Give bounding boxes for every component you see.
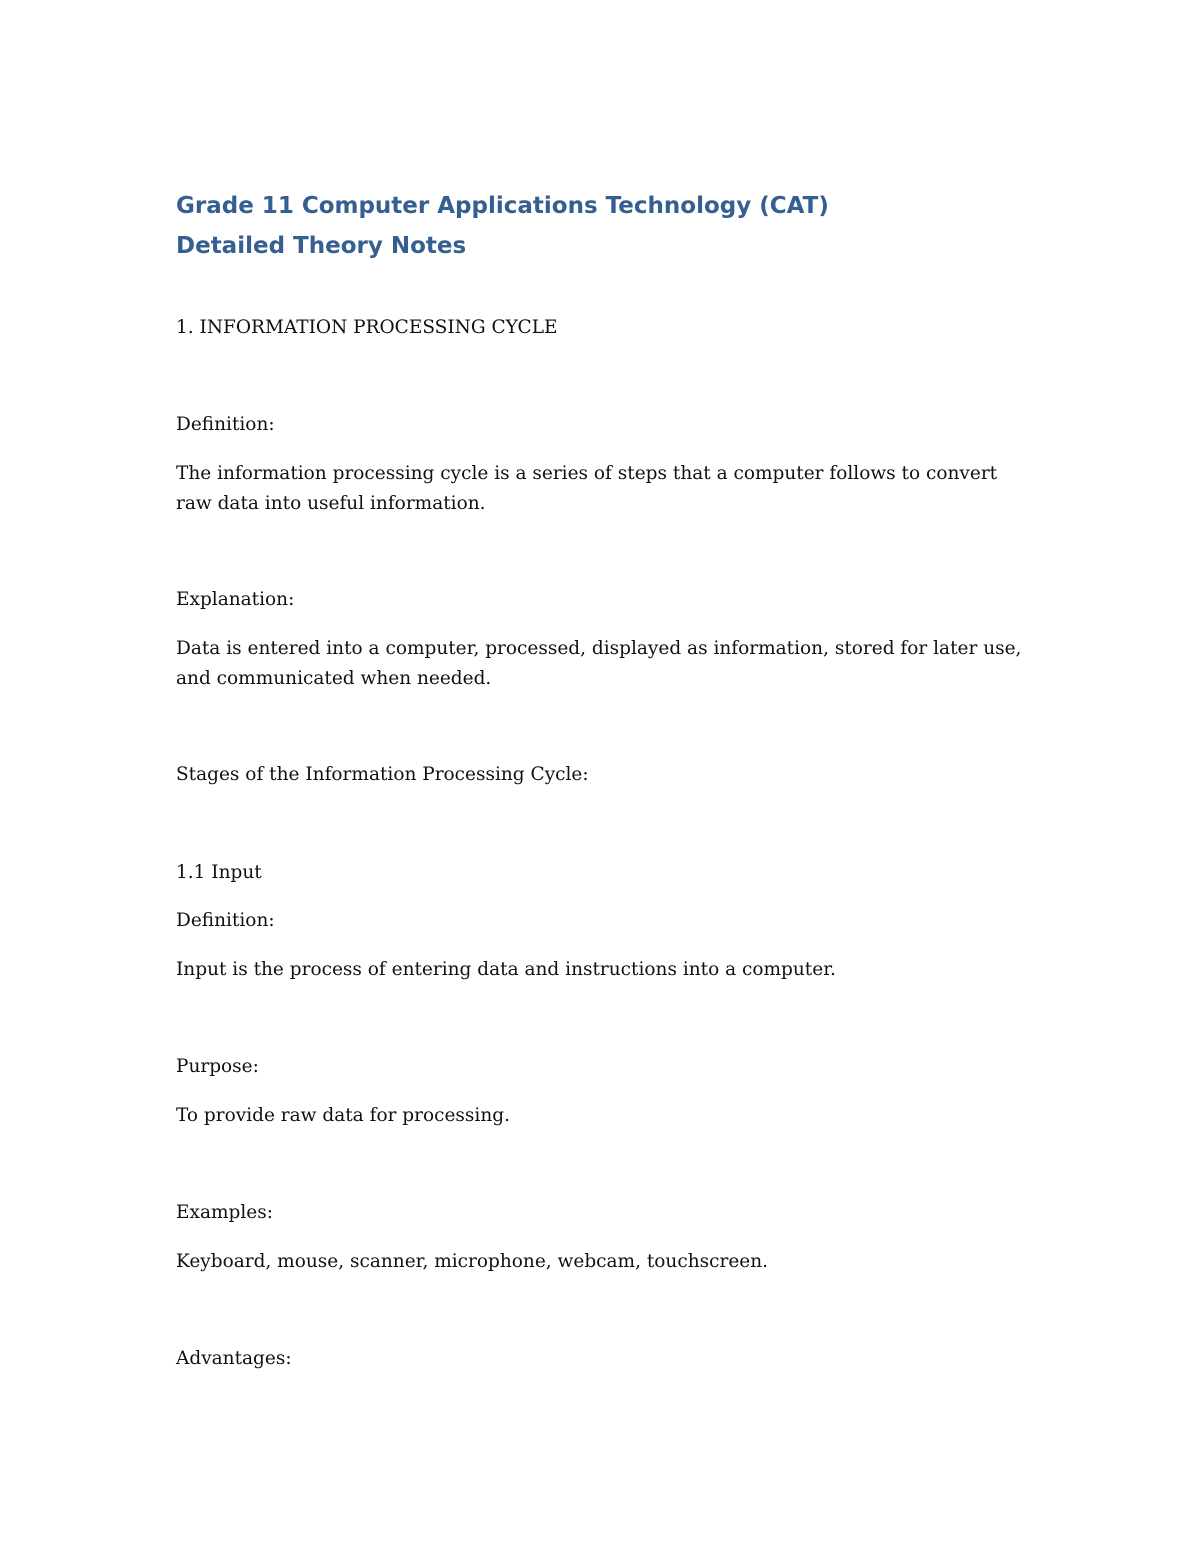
section-heading-information-processing-cycle: 1. INFORMATION PROCESSING CYCLE <box>176 317 558 338</box>
explanation-label: Explanation: <box>176 589 295 610</box>
definition-text: The information processing cycle is a series of steps that a computer follows to convert raw data into useful information. <box>176 463 998 514</box>
document-title: Grade 11 Computer Applications Technology (CAT) <box>176 193 829 219</box>
input-definition-text: Input is the process of entering data and instructions into a computer. <box>176 959 836 980</box>
stages-heading: Stages of the Information Processing Cycle: <box>176 764 589 785</box>
explanation-text: Data is entered into a computer, processed, displayed as information, stored for later use, and communicated when needed. <box>176 638 1022 689</box>
input-purpose-text: To provide raw data for processing. <box>176 1105 510 1126</box>
input-advantages-label: Advantages: <box>176 1348 292 1369</box>
definition-label: Definition: <box>176 414 275 435</box>
input-definition-label: Definition: <box>176 910 275 931</box>
input-examples-label: Examples: <box>176 1202 273 1223</box>
document-subtitle: Detailed Theory Notes <box>176 233 467 259</box>
input-heading: 1.1 Input <box>176 862 262 883</box>
input-examples-text: Keyboard, mouse, scanner, microphone, webcam, touchscreen. <box>176 1251 769 1272</box>
input-purpose-label: Purpose: <box>176 1056 259 1077</box>
